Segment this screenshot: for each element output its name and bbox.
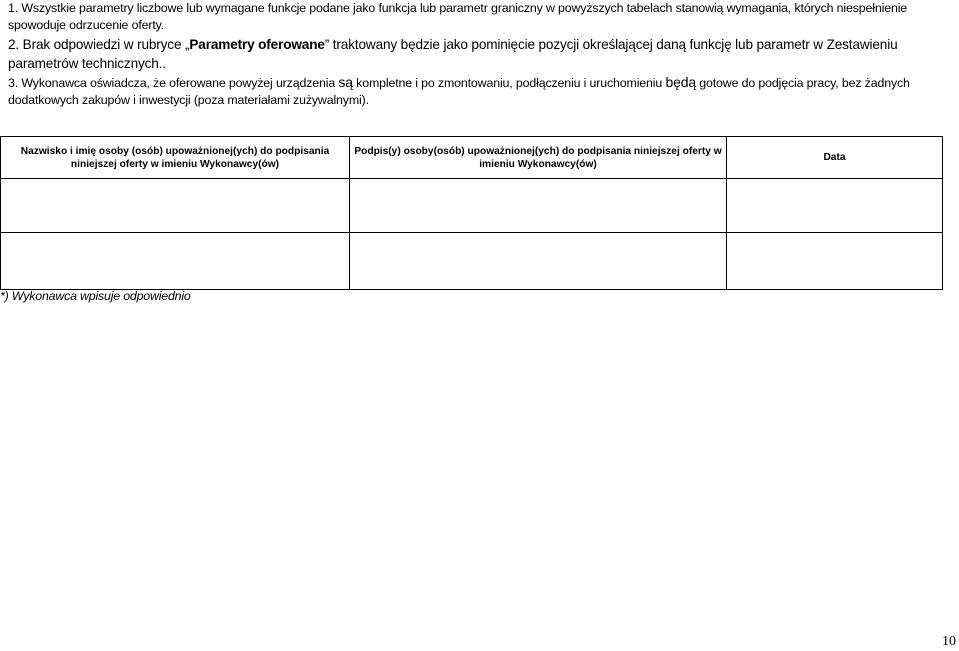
note-2-text-a: Brak odpowiedzi w rubryce „: [19, 37, 190, 52]
note-3-text-emphasis-1: są: [338, 74, 353, 90]
notes-section: [8, 0, 953, 109]
note-3-text-emphasis-2: będą: [665, 74, 696, 90]
signature-table-cell-name[interactable]: [1, 233, 350, 290]
note-1-text-b: w powyższych tabelach stanowią wymagania, których niespełnienie spowoduje odrzucenie oferty.: [8, 1, 908, 32]
note-3-text-a: Wykonawca oświadcza, że oferowane powyżej urządzenia: [18, 76, 339, 90]
signature-table-row: [1, 233, 943, 290]
page-number: 10: [942, 634, 956, 649]
note-1-text-a: Wszystkie parametry liczbowe lub wymagane funkcje podane jako: [18, 1, 379, 15]
note-3-text-c: gotowe do podjęcia pracy, bez żadnych dodatkowych zakupów i inwestycji (poza materiałami zużywalnymi).: [8, 76, 910, 107]
note-1-text-emphasis: funkcja lub parametr graniczny: [378, 1, 543, 15]
signature-table: [0, 136, 943, 290]
note-1-number: 1.: [8, 1, 19, 15]
note-2-text-b: ” traktowany będzie jako pominięcie pozycji określającej daną funkcję lub parametr w Zestawieniu parametrów technicznych..: [8, 37, 898, 71]
note-3-number: 3.: [8, 76, 19, 90]
signature-table-row: [1, 179, 943, 233]
signature-table-cell-date[interactable]: [727, 179, 943, 233]
signature-table-header-name: Nazwisko i imię osoby (osób) upoważnionej(ych) do podpisania niniejszej oferty w imieniu Wykonawcy(ów): [1, 137, 350, 179]
note-3: [8, 74, 953, 109]
signature-table-header-row: [1, 137, 943, 179]
signature-table-cell-signature[interactable]: [350, 179, 727, 233]
signature-table-cell-name[interactable]: [1, 179, 350, 233]
signature-table-header-signature: Podpis(y) osoby(osób) upoważnionej(ych) do podpisania niniejszej oferty w imieniu Wykonawcy(ów): [350, 137, 727, 179]
note-3-text-b: kompletne i po zmontowaniu, podłączeniu i uruchomieniu: [352, 76, 666, 90]
note-2: [8, 35, 953, 73]
note-2-text-bold: Parametry oferowane: [189, 37, 325, 52]
signature-table-cell-date[interactable]: [727, 233, 943, 290]
note-1: [8, 0, 953, 34]
footnote: *) Wykonawca wpisuje odpowiednio: [0, 289, 191, 303]
signature-table-header-date: Data: [727, 137, 943, 179]
note-2-number: 2.: [8, 37, 20, 52]
signature-table-cell-signature[interactable]: [350, 233, 727, 290]
